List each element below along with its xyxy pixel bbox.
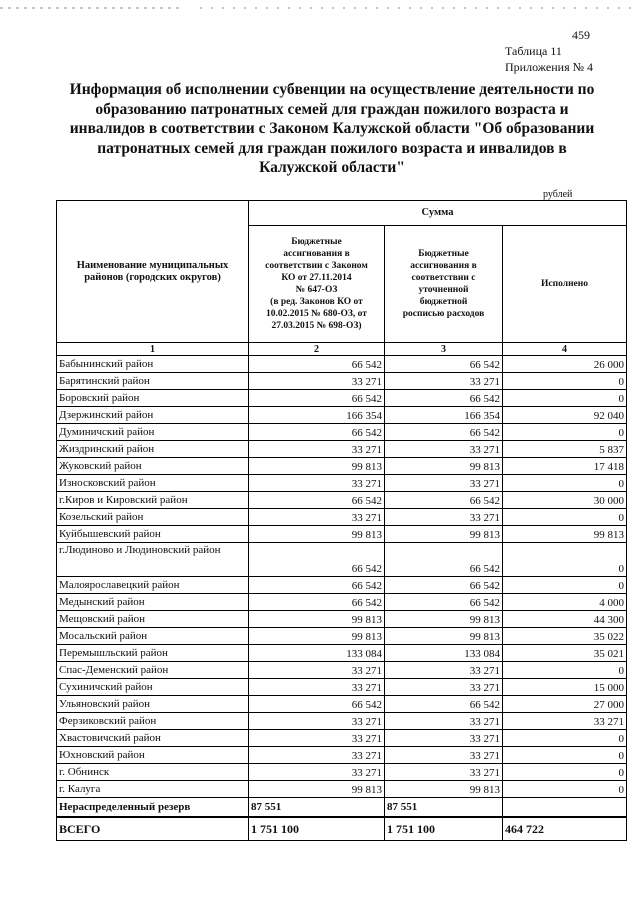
row-law-value: 99 813 — [249, 526, 385, 543]
row-roster-value: 33 271 — [385, 662, 503, 679]
row-name: г. Калуга — [57, 781, 249, 798]
table-row — [57, 577, 627, 594]
col-header-municipality: Наименование муниципальных районов (городских округов) — [57, 201, 249, 343]
page-number: 459 — [572, 28, 590, 42]
col-number: 3 — [385, 343, 503, 356]
table-row — [57, 747, 627, 764]
row-executed-value: 0 — [503, 390, 627, 407]
row-law-value: 66 542 — [249, 424, 385, 441]
subvention-table — [56, 200, 627, 841]
table-row — [57, 628, 627, 645]
row-executed-value: 26 000 — [503, 356, 627, 373]
row-roster-value: 99 813 — [385, 458, 503, 475]
table-row — [57, 356, 627, 373]
row-executed-value: 92 040 — [503, 407, 627, 424]
row-roster-value: 66 542 — [385, 390, 503, 407]
row-executed-value: 27 000 — [503, 696, 627, 713]
table-row — [57, 679, 627, 696]
table-row — [57, 509, 627, 526]
row-name: Дзержинский район — [57, 407, 249, 424]
row-name: Юхновский район — [57, 747, 249, 764]
row-executed-value: 5 837 — [503, 441, 627, 458]
row-roster-value: 66 542 — [385, 594, 503, 611]
row-roster-value: 33 271 — [385, 373, 503, 390]
title-line: инвалидов в соответствии с Законом Калужской области "Об образовании — [69, 120, 595, 137]
table-row — [57, 424, 627, 441]
table-row — [57, 475, 627, 492]
appendix-label: Приложения № 4 — [505, 60, 594, 74]
table-row — [57, 764, 627, 781]
col-header-sum: Сумма — [249, 201, 627, 226]
table-label: Таблица 11 — [505, 44, 562, 58]
row-name: Износковский район — [57, 475, 249, 492]
row-law-value: 66 542 — [249, 577, 385, 594]
row-name: Медынский район — [57, 594, 249, 611]
table-row — [57, 611, 627, 628]
total-row — [57, 817, 627, 841]
table-row — [57, 407, 627, 424]
row-name: Боровский район — [57, 390, 249, 407]
row-executed-value — [503, 798, 627, 818]
row-executed-value: 0 — [503, 424, 627, 441]
row-executed-value: 0 — [503, 764, 627, 781]
row-law-value: 66 542 — [249, 696, 385, 713]
row-law-value: 99 813 — [249, 781, 385, 798]
row-executed-value: 33 271 — [503, 713, 627, 730]
row-name: Перемышльский район — [57, 645, 249, 662]
row-roster-value: 33 271 — [385, 441, 503, 458]
row-executed-value: 44 300 — [503, 611, 627, 628]
row-name: Жиздринский район — [57, 441, 249, 458]
row-name: Думиничский район — [57, 424, 249, 441]
row-roster-value: 33 271 — [385, 679, 503, 696]
row-name: Ферзиковский район — [57, 713, 249, 730]
row-name: Хвастовичский район — [57, 730, 249, 747]
table-row — [57, 373, 627, 390]
col-number: 4 — [503, 343, 627, 356]
row-law-value: 99 813 — [249, 458, 385, 475]
table-row — [57, 543, 627, 577]
table-row — [57, 594, 627, 611]
table-row — [57, 645, 627, 662]
row-law-value: 66 542 — [249, 390, 385, 407]
row-roster-value: 33 271 — [385, 747, 503, 764]
table-row — [57, 781, 627, 798]
row-roster-value: 133 084 — [385, 645, 503, 662]
row-roster-value: 87 551 — [385, 798, 503, 818]
row-executed-value: 35 021 — [503, 645, 627, 662]
row-executed-value: 0 — [503, 577, 627, 594]
row-roster-value: 66 542 — [385, 577, 503, 594]
row-law-value: 33 271 — [249, 373, 385, 390]
table-row — [57, 730, 627, 747]
row-executed-value: 0 — [503, 730, 627, 747]
row-name: г. Обнинск — [57, 764, 249, 781]
table-row — [57, 696, 627, 713]
row-law-value: 66 542 — [249, 356, 385, 373]
row-executed-value: 17 418 — [503, 458, 627, 475]
reserve-row — [57, 798, 627, 818]
row-name: ВСЕГО — [57, 817, 249, 841]
row-law-value: 87 551 — [249, 798, 385, 818]
row-law-value: 33 271 — [249, 730, 385, 747]
table-row — [57, 662, 627, 679]
row-executed-value: 4 000 — [503, 594, 627, 611]
row-roster-value: 33 271 — [385, 764, 503, 781]
row-law-value: 133 084 — [249, 645, 385, 662]
row-executed-value: 35 022 — [503, 628, 627, 645]
title-line: Информация об исполнении субвенции на осуществление деятельности по — [69, 81, 595, 98]
row-executed-value: 0 — [503, 509, 627, 526]
row-executed-value: 0 — [503, 373, 627, 390]
col-number: 2 — [249, 343, 385, 356]
title-line: патронатных семей для граждан пожилого возраста и инвалидов в — [97, 139, 567, 157]
row-name: Жуковский район — [57, 458, 249, 475]
row-roster-value: 99 813 — [385, 781, 503, 798]
row-law-value: 66 542 — [249, 594, 385, 611]
row-executed-value: 0 — [503, 747, 627, 764]
scan-top-edge — [0, 5, 640, 11]
row-roster-value: 66 542 — [385, 492, 503, 509]
row-roster-value: 99 813 — [385, 628, 503, 645]
table-row — [57, 713, 627, 730]
table-body — [57, 356, 627, 798]
row-roster-value: 66 542 — [385, 696, 503, 713]
row-roster-value: 66 542 — [385, 543, 503, 577]
row-law-value: 99 813 — [249, 611, 385, 628]
row-law-value: 66 542 — [249, 543, 385, 577]
table-row — [57, 441, 627, 458]
row-law-value: 33 271 — [249, 509, 385, 526]
col-header-law-allocations: Бюджетные ассигнования в соответствии с Законом КО от 27.11.2014 № 647-ОЗ (в ред. Законов КО от 10.02.2015 № 680-ОЗ, от 27.03.2015 № 698-ОЗ) — [249, 226, 385, 343]
row-law-value: 33 271 — [249, 441, 385, 458]
row-law-value: 66 542 — [249, 492, 385, 509]
row-roster-value: 166 354 — [385, 407, 503, 424]
row-name: Куйбышевский район — [57, 526, 249, 543]
row-law-value: 99 813 — [249, 628, 385, 645]
row-name: Мещовский район — [57, 611, 249, 628]
table-row — [57, 390, 627, 407]
row-name: Ульяновский район — [57, 696, 249, 713]
row-roster-value: 1 751 100 — [385, 817, 503, 841]
row-name: Барятинский район — [57, 373, 249, 390]
row-executed-value: 99 813 — [503, 526, 627, 543]
document-title — [62, 80, 602, 178]
row-name: Козельский район — [57, 509, 249, 526]
row-law-value: 33 271 — [249, 679, 385, 696]
row-executed-value: 464 722 — [503, 817, 627, 841]
row-name: Бабынинский район — [57, 356, 249, 373]
row-name: Сухиничский район — [57, 679, 249, 696]
col-header-executed: Исполнено — [503, 226, 627, 343]
table-row — [57, 492, 627, 509]
row-name: г.Киров и Кировский район — [57, 492, 249, 509]
title-line: образованию патронатных семей для граждан пожилого возраста и — [95, 100, 569, 118]
row-roster-value: 33 271 — [385, 509, 503, 526]
row-roster-value: 33 271 — [385, 475, 503, 492]
row-law-value: 33 271 — [249, 662, 385, 679]
units-label: рублей — [543, 189, 573, 200]
row-name: Мосальский район — [57, 628, 249, 645]
row-executed-value: 0 — [503, 781, 627, 798]
row-name: г.Людиново и Людиновский район — [57, 543, 249, 577]
row-law-value: 33 271 — [249, 747, 385, 764]
row-name: Малоярославецкий район — [57, 577, 249, 594]
table-row — [57, 526, 627, 543]
row-roster-value: 99 813 — [385, 526, 503, 543]
row-roster-value: 33 271 — [385, 713, 503, 730]
row-roster-value: 66 542 — [385, 424, 503, 441]
col-number: 1 — [57, 343, 249, 356]
row-executed-value: 30 000 — [503, 492, 627, 509]
row-law-value: 166 354 — [249, 407, 385, 424]
row-law-value: 33 271 — [249, 475, 385, 492]
row-law-value: 1 751 100 — [249, 817, 385, 841]
row-executed-value: 15 000 — [503, 679, 627, 696]
table-row — [57, 458, 627, 475]
row-executed-value: 0 — [503, 475, 627, 492]
row-roster-value: 33 271 — [385, 730, 503, 747]
row-executed-value: 0 — [503, 662, 627, 679]
row-roster-value: 66 542 — [385, 356, 503, 373]
row-law-value: 33 271 — [249, 764, 385, 781]
row-name: Спас-Деменский район — [57, 662, 249, 679]
row-roster-value: 99 813 — [385, 611, 503, 628]
row-law-value: 33 271 — [249, 713, 385, 730]
row-executed-value: 0 — [503, 543, 627, 577]
row-name: Нераспределенный резерв — [57, 798, 249, 818]
col-header-roster-allocations: Бюджетные ассигнования в соответствии с уточненной бюджетной росписью расходов — [385, 226, 503, 343]
title-line: Калужской области" — [259, 159, 405, 176]
